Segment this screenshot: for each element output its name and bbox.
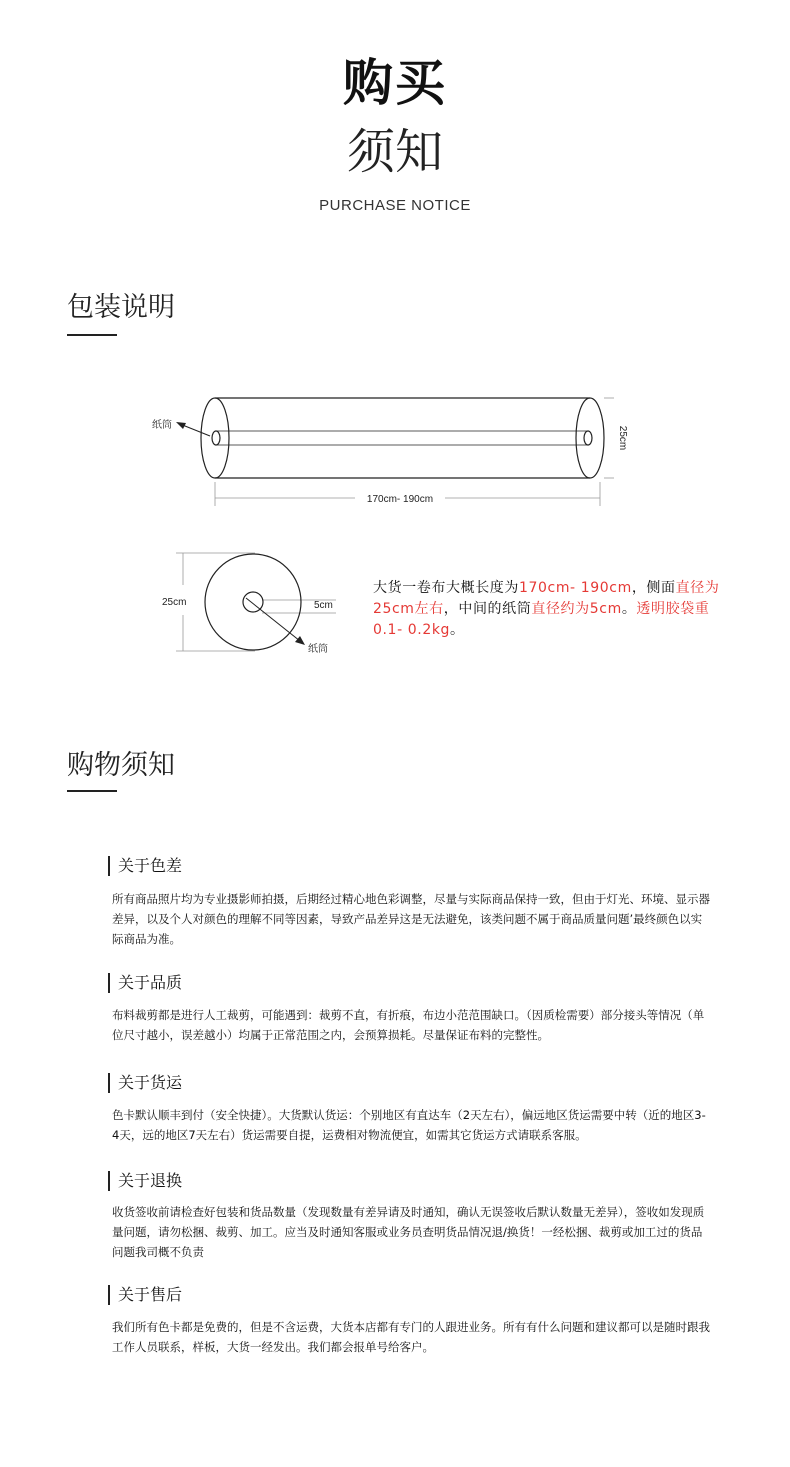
shopping-heading: 购物须知	[67, 750, 175, 781]
item-body: 布料裁剪都是进行人工裁剪，可能遇到：裁剪不直，有折痕，布边小范范围缺口。（因质检需要）部分接头等情况（单位尺寸越小，误差越小）均属于正常范围之内，会预算损耗。尽量保证布料的完整性。	[112, 1008, 705, 1042]
item-body: 所有商品照片均为专业摄影师拍摄，后期经过精心地色彩调整，尽量与实际商品保持一致，但由于灯光、环境、显示器差异，以及个人对颜色的理解不同等因素，导致产品差异这是无法避免，该类问题不属于商品质量问题’最终颜色以实际商品为准。	[112, 892, 710, 946]
item-body: 色卡默认顺丰到付（安全快捷）。大货默认货运：个别地区有直达车（2天左右），偏远地区货运需要中转（近的地区3- 4天，远的地区7天左右）货运需要自提，运费相对物流便宜，如需其它货运方式请联系客服。	[112, 1108, 706, 1142]
arrow-icon	[295, 636, 305, 645]
item-body: 我们所有色卡都是免费的，但是不含运费，大货本店都有专门的人跟进业务。所有有什么问题和建议都可以是随时跟我工作人员联系，样板，大货一经发出。我们都会报单号给客户。	[112, 1320, 710, 1354]
item-title: 关于售后	[108, 1285, 182, 1305]
item-title: 关于品质	[108, 973, 182, 993]
tube-label-bottom: 纸筒	[308, 644, 328, 655]
roll-right-end	[576, 398, 604, 478]
item-title: 关于退换	[108, 1171, 182, 1191]
core-right-end	[584, 431, 592, 445]
core-left-end	[212, 431, 220, 445]
diameter-label-side: 25cm	[617, 425, 628, 451]
shopping-heading-underline	[67, 790, 117, 792]
tube-label-top: 纸筒	[152, 420, 172, 431]
length-label: 170cm- 190cm	[366, 494, 434, 505]
item-title: 关于货运	[108, 1073, 182, 1093]
page-title: 购买	[343, 54, 447, 112]
diameter-label-circle: 25cm	[162, 597, 187, 608]
packaging-description: 大货一卷布大概长度为170cm- 190cm，侧面直径为25cm左右，中间的纸筒直径约为5cm。透明胶袋重0.1- 0.2kg。	[373, 580, 720, 638]
item-body: 收货签收前请检查好包装和货品数量（发现数量有差异请及时通知，确认无误签收后默认数量无差异），签收如发现质量问题，请勿松捆、裁剪、加工。应当及时通知客服或业务员查明货品情况退/换货！一经松捆、裁剪或加工过的货品问题我司概不负责	[112, 1205, 705, 1259]
roll-left-end	[201, 398, 229, 478]
arrow-icon	[176, 422, 186, 429]
page-subtitle: 须知	[346, 124, 443, 180]
roll-end-circle	[205, 554, 301, 650]
item-title: 关于色差	[108, 856, 182, 876]
packaging-heading-underline	[67, 334, 117, 336]
page-title-english: PURCHASE NOTICE	[319, 197, 471, 214]
packaging-heading: 包装说明	[67, 292, 175, 323]
core-label: 5cm	[314, 600, 333, 611]
